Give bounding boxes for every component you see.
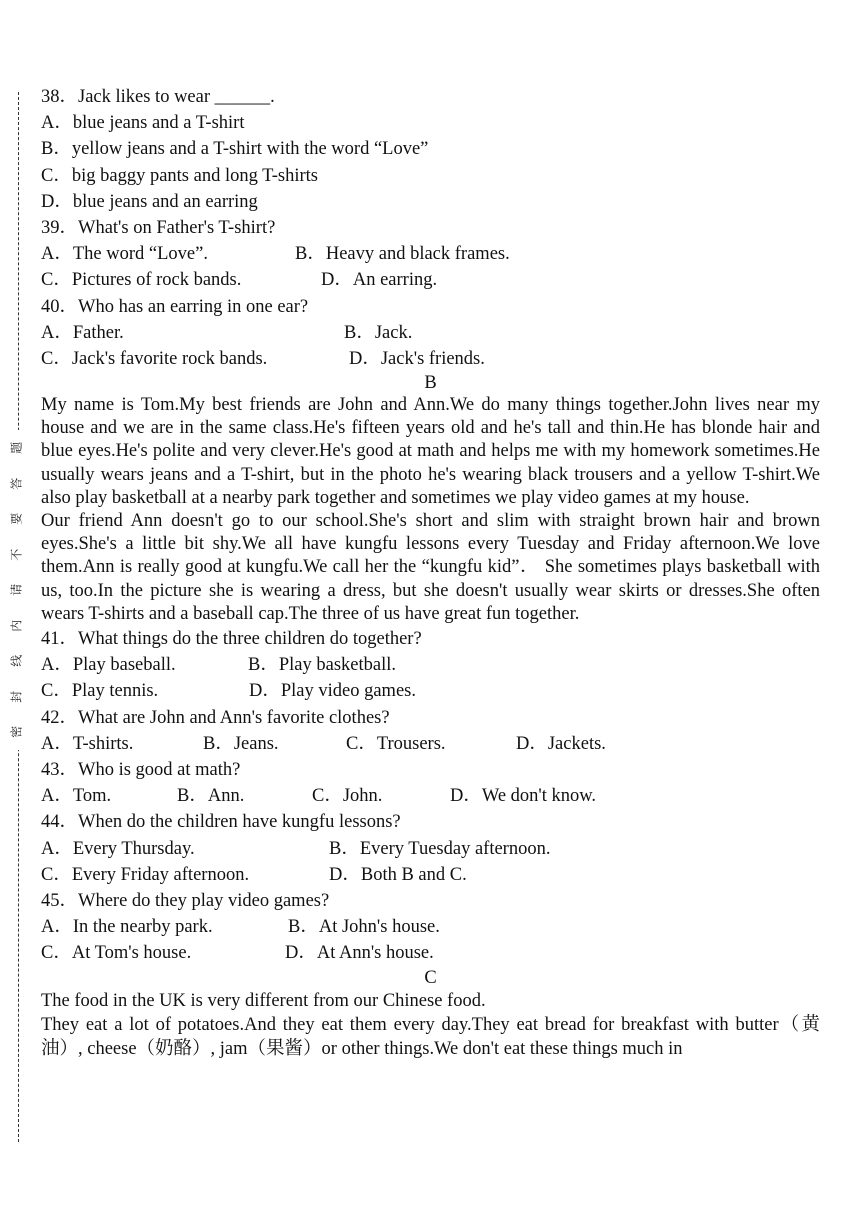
question-stem: 38．Jack likes to wear ______.: [41, 87, 275, 107]
passage-c-line-1: The food in the UK is very different from our Chinese food.: [41, 990, 486, 1011]
question-stem: 45．Where do they play video games?: [41, 890, 330, 911]
option-b: B．Heavy and black frames.: [295, 244, 510, 265]
option-row: [41, 836, 820, 862]
exam-content: [41, 84, 820, 1061]
passage-b-paragraph-1: My name is Tom.My best friends are John and Ann.We do many things together.John lives near my house and we are in the same class.He's fifteen years old and he's tall and thin.He has blonde hair and blue eyes.He's polite and very clever.He's good at math and helps me with my homework sometimes.He usually wears jeans and a T-shirt, but in the photo he's wearing black trousers and a yellow T-shirt.We also play basketball at a nearby park together and sometimes we play video games at my house.: [41, 395, 820, 508]
option-d: D．Jack's friends.: [349, 348, 485, 369]
option-b: B．Play basketball.: [248, 655, 396, 676]
option-b: B．Jeans.: [203, 733, 279, 754]
option-row: [41, 652, 820, 678]
option-d: D．blue jeans and an earring: [41, 191, 258, 212]
option-row: [41, 731, 820, 757]
option-a: A．Father.: [41, 322, 124, 343]
option-c: C．Jack's favorite rock bands.: [41, 348, 268, 369]
seal-line-notice: [3, 430, 31, 750]
option-d: D．Both B and C.: [329, 864, 467, 885]
seal-char: 请: [9, 583, 24, 596]
option-a: A．Play baseball.: [41, 655, 176, 676]
question-stem: 43．Who is good at math?: [41, 760, 241, 781]
seal-char: 要: [9, 512, 24, 525]
option-d: D．We don't know.: [450, 786, 597, 807]
option-c: C．big baggy pants and long T-shirts: [41, 165, 318, 186]
question-stem: 39．What's on Father's T-shirt?: [41, 217, 276, 238]
option-d: D．At Ann's house.: [285, 943, 434, 964]
seal-char: 内: [9, 619, 24, 632]
question-stem: 41．What things do the three children do together?: [41, 629, 422, 650]
seal-char: 不: [9, 548, 24, 561]
option-row: [41, 320, 820, 346]
option-d: D．Play video games.: [249, 681, 416, 702]
option-row: [41, 914, 820, 940]
seal-char: 题: [9, 441, 24, 454]
option-a: A．Tom.: [41, 786, 112, 807]
option-row: [41, 241, 820, 267]
option-a: A．Every Thursday.: [41, 838, 195, 859]
option-a: A．The word “Love”.: [41, 244, 208, 265]
option-row: [41, 346, 820, 372]
section-heading-c: C: [424, 967, 437, 988]
option-d: D．Jackets.: [516, 733, 606, 754]
option-row: [41, 678, 820, 704]
option-b: B．Jack.: [344, 322, 413, 343]
option-b: B．At John's house.: [288, 917, 440, 938]
option-row: [41, 940, 820, 966]
seal-char: 答: [9, 477, 24, 490]
option-row: [41, 862, 820, 888]
option-row: [41, 783, 820, 809]
option-c: C．Pictures of rock bands.: [41, 270, 242, 291]
option-c: C．At Tom's house.: [41, 943, 192, 964]
option-d: D．An earring.: [321, 270, 438, 291]
seal-char: 密: [9, 725, 24, 738]
option-c: C．Trousers.: [346, 733, 446, 754]
passage-c-line-2: They eat a lot of potatoes.And they eat them every day.They eat bread for breakfast with butter（黄油）, cheese（奶酪）, jam（果酱）or other things.We don't eat these things much in: [41, 1014, 820, 1059]
option-row: [41, 267, 820, 293]
option-a: A．blue jeans and a T-shirt: [41, 113, 245, 134]
option-c: C．John.: [312, 786, 383, 807]
option-b: B．Every Tuesday afternoon.: [329, 838, 551, 859]
option-a: A．T-shirts.: [41, 733, 134, 754]
option-b: B．yellow jeans and a T-shirt with the word “Love”: [41, 139, 429, 160]
passage-b-paragraph-2: Our friend Ann doesn't go to our school.She's short and slim with straight brown hair and brown eyes.She's a little bit shy.We all have kungfu lessons every Tuesday and Friday afternoon.We love them.Ann is really good at kungfu.We call her the “kungfu kid”． She sometimes plays basketball with us, too.In the picture she is wearing a dress, but she doesn't usually wear skirts or dresses.She often wears T-shirts and a baseball cap.The three of us have great fun together.: [41, 511, 820, 624]
option-a: A．In the nearby park.: [41, 917, 213, 938]
option-c: C．Every Friday afternoon.: [41, 864, 250, 885]
question-stem: 40．Who has an earring in one ear?: [41, 296, 309, 317]
seal-char: 线: [9, 654, 24, 667]
question-stem: 42．What are John and Ann's favorite clothes?: [41, 707, 390, 728]
section-heading-b: B: [424, 373, 437, 394]
option-c: C．Play tennis.: [41, 681, 159, 702]
option-b: B．Ann.: [177, 786, 245, 807]
question-stem: 44．When do the children have kungfu lessons?: [41, 812, 401, 833]
seal-char: 封: [9, 690, 24, 703]
